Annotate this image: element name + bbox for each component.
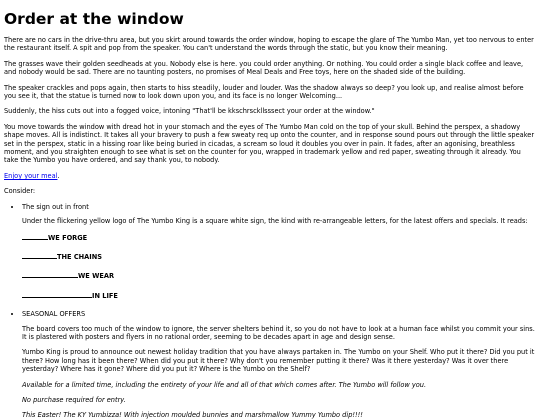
sign-text: WE WEAR [78,272,115,281]
sign-text: IN LIFE [92,291,118,300]
sign-blank [22,252,57,259]
enjoy-meal-suffix: . [57,171,60,180]
enjoy-meal-line [4,172,536,180]
sign-blank [22,233,48,240]
sign-line-1 [22,233,536,242]
sign-blank [22,291,92,298]
paragraph-1: There are no cars in the drive-thru area, but you skirt around towards the order window, hoping to escape the glare of The Yumbo Man, yet too nervous to enter the restaurant itself. A spit and pop from the speaker. You can't understand the words through the static, but you know their meaning. [4,36,534,53]
offers-paragraph-2: Yumbo King is proud to announce out newest holiday tradition that you have always partaken in. The Yumbo on your Shelf. Who put it there? Did you put it there? How long has it been there? When did you put it there? Why don't you remember putting it there? Was it there yesterday? Was it over there yesterday? Where has it gone? Where did you put it? Where is the Yumbo on the Shelf? [22,348,535,374]
enjoy-meal-link[interactable]: Enjoy your meal [4,171,58,180]
list-item-sign [22,203,536,300]
list-item-title: • The sign out in front [22,202,89,211]
consider-list [4,203,536,420]
offers-italic-3: This Easter! The KY Yumbizza! With injection moulded bunnies and marshmallow Yummy Yumbo dip!!!! [22,411,363,420]
sign-text: THE CHAINS [57,252,102,261]
list-item-seasonal-offers [22,310,536,420]
sign-line-3 [22,271,536,280]
offers-italic-1: Available for a limited time, including the entirety of your life and all of that which comes after. The Yumbo will follow you. [22,380,427,389]
sign-line-2 [22,252,536,261]
offers-paragraph-1: The board covers too much of the window to ignore, the server shelters behind it, so you do not have to look at a human face whilst you commit your sins. It is plastered with posters and flyers in no rational order, seeming to be decades apart in age and design sense. [22,324,535,341]
offers-italic-2: No purchase required for entry. [22,395,126,404]
sign-intro: Under the flickering yellow logo of The Yumbo King is a square white sign, the kind with re-arrangeable letters, for the latest offers and specials. It reads: [22,217,528,226]
page-title: Order at the window [4,10,184,28]
sign-text: WE FORGE [48,233,88,242]
paragraph-4: Suddenly, the hiss cuts out into a fogged voice, intoning "That'll be kkschrsckllsssect your order at the window." [4,107,375,116]
list-item-title: • SEASONAL OFFERS [22,310,86,319]
sign-lines [22,233,536,301]
paragraph-2: The grasses wave their golden seedheads at you. Nobody else is here. you could order anything. Or nothing. You could order a single black coffee and leave, and nobody would be sad. There are no taunting posters, no promises of Meal Deals and Free toys, here on the shaded side of the building. [4,59,524,77]
consider-label: Consider: [4,187,36,196]
paragraph-5: You move towards the window with dread hot in your stomach and the eyes of The Yumbo Man cold on the top of your skull. Behind the perspex, a shadowy shape moves. All is indistinct. It takes all your bravery to push a few sweaty req up onto the counter, and in response sound pours out through the little speaker set in the perspex, static in a hissing roar like being buried in cicadas, a scream so loud it doubles you over in pain. It fades, after an agonising, breathless moment, and you straighten enough to see what is set on the counter for you, wrapped in trademark yellow and red paper, sweating through it already. You take the Yumbo you have ordered, and say thank you, to nobody. [4,122,535,165]
sign-blank [22,271,78,278]
paragraph-3: The speaker crackles and pops again, then starts to hiss steadily, louder and louder. Was the shadow always so deep? you look up, and realise almost before you see it, that the statue is turned now to look down upon you, and its face is no longer Welcoming... [4,83,524,101]
sign-line-4 [22,291,536,300]
